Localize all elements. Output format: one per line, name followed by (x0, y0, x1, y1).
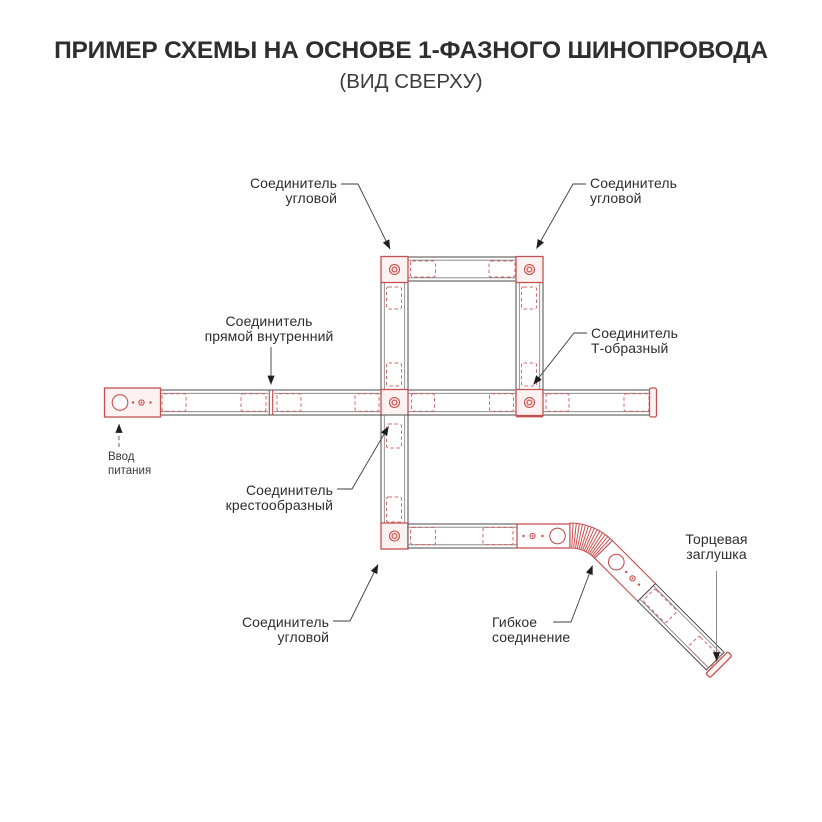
label-t-shaped: Соединитель (591, 325, 679, 341)
flex-dot (532, 535, 534, 537)
label-straight-internal: Соединитель (225, 313, 313, 329)
flex-dot (541, 535, 543, 537)
label-corner-top-left: угловой (285, 190, 337, 206)
cross-connector (381, 390, 408, 416)
label-end-cap: Торцевая (685, 531, 748, 547)
track-system (105, 257, 732, 678)
flex-dot (632, 577, 634, 579)
label-power-input: Ввод (108, 451, 135, 463)
track-diagonal (638, 584, 724, 670)
screw-hole (390, 265, 400, 275)
leader-flexible (553, 566, 593, 623)
power-feed-unit (105, 388, 161, 417)
corner-connector-top-left (381, 257, 408, 283)
corner-connector-top-right (516, 257, 543, 283)
flex-socket (550, 528, 566, 544)
t-connector (516, 390, 543, 417)
label-flexible: соединение (492, 629, 571, 645)
label-cross-shaped: Соединитель (245, 482, 333, 498)
track-vertical-left-lower (381, 415, 408, 524)
screw-hole (390, 398, 400, 408)
label-cross-shaped: крестообразный (225, 497, 333, 513)
track-vertical-right-upper (516, 281, 543, 390)
leader-corner-top-right (537, 184, 587, 249)
power-feed-dot (149, 401, 151, 403)
flex-socket (609, 554, 625, 570)
label-corner-bottom: угловой (277, 629, 329, 645)
flex-dot (638, 584, 640, 586)
screw-hole (525, 265, 535, 275)
track-end-cap-right (650, 388, 657, 417)
label-flexible: Гибкое (492, 614, 538, 630)
flex-dot (625, 571, 627, 573)
label-corner-bottom: Соединитель (241, 614, 329, 630)
flex-dot (522, 535, 524, 537)
page-subtitle: (ВИД СВЕРХУ) (339, 70, 483, 93)
page-title: ПРИМЕР СХЕМЫ НА ОСНОВЕ 1-ФАЗНОГО ШИНОПРОВОДА (54, 37, 768, 64)
flexible-connector-entry (517, 524, 570, 548)
track-diagonal-body (638, 584, 724, 670)
label-power-input: питания (108, 465, 152, 477)
label-corner-top-left: Соединитель (249, 175, 337, 191)
label-corner-top-right: Соединитель (590, 175, 678, 191)
screw-hole (390, 531, 400, 541)
label-end-cap: заглушка (686, 546, 747, 562)
screw-hole (525, 398, 535, 408)
corner-connector-bottom (381, 523, 408, 549)
label-t-shaped: Т-образный (591, 340, 669, 356)
leader-corner-top-left (341, 184, 390, 249)
label-straight-internal: прямой внутренний (204, 328, 334, 344)
track-vertical-left-upper (381, 281, 408, 390)
leader-corner-bottom (333, 565, 378, 622)
power-feed-dot (132, 401, 134, 403)
power-feed-socket (112, 395, 128, 411)
power-feed-dot (141, 402, 143, 404)
label-corner-top-right: угловой (590, 190, 642, 206)
